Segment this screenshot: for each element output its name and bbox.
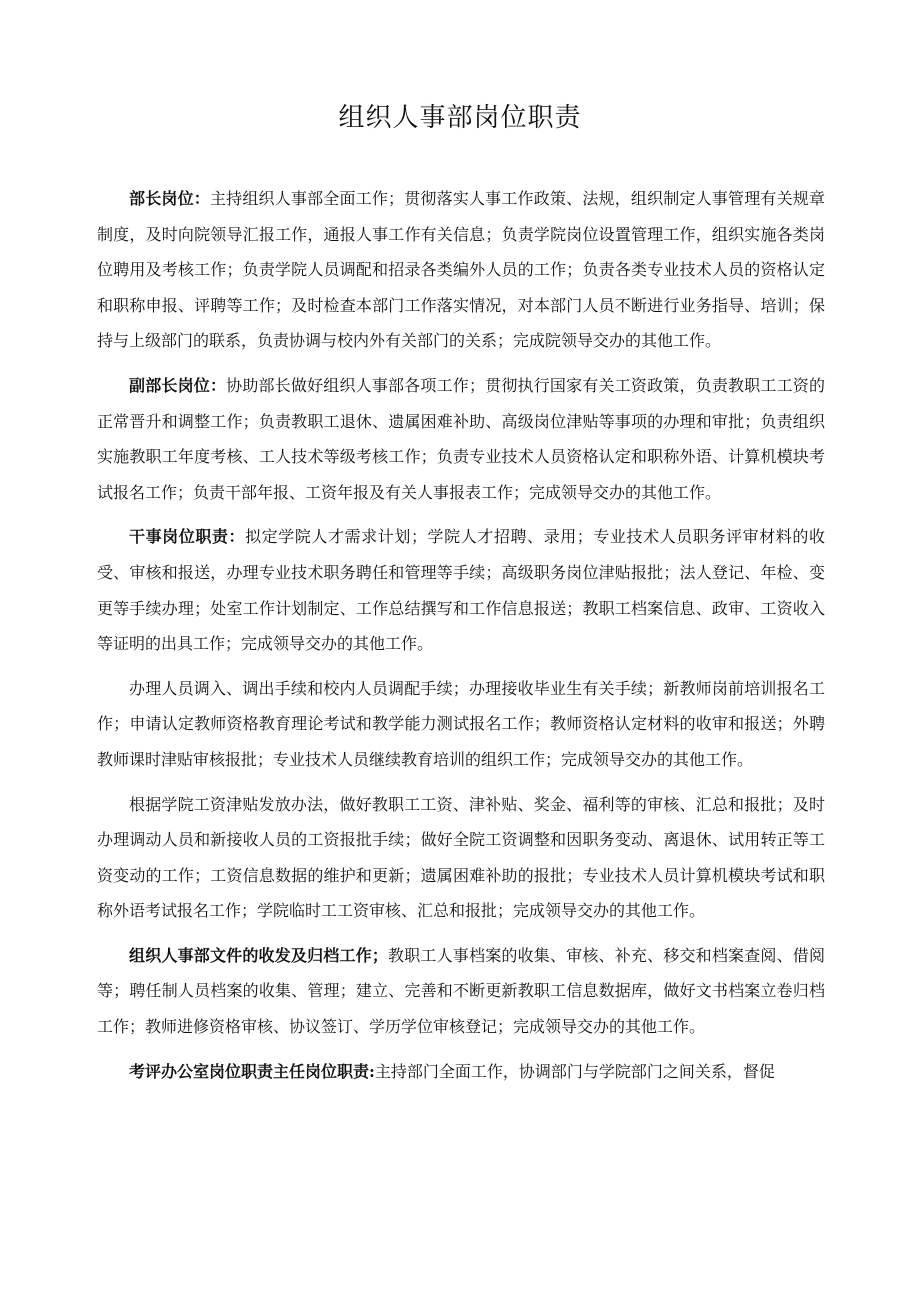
paragraph-staff-officer — [97, 519, 825, 661]
paragraph-evaluation-office — [97, 1054, 825, 1090]
paragraph-deputy-director — [97, 368, 825, 510]
document-body — [97, 181, 825, 1098]
paragraph-text: 根据学院工资津贴发放办法，做好教职工工资、津补贴、奖金、福利等的审核、汇总和报批；及时办理调动人员和新接收人员的工资报批手续；做好全院工资调整和因职务变动、离退休、试用转正等工资变动的工作；工资信息数据的维护和更新；遗属困难补助的报批；专业技术人员计算机模块考试和职称外语考试报名工作；学院临时工工资审核、汇总和报批；完成领导交办的其他工作。 — [97, 794, 825, 921]
paragraph-text: 协助部长做好组织人事部各项工作；贯彻执行国家有关工资政策，负责教职工工资的正常晋升和调整工作；负责教职工退休、遗属困难补助、高级岗位津贴等事项的办理和审批；负责组织实施教职工年度考核、工人技术等级考核工作；负责专业技术人员资格认定和职称外语、计算机模块考试报名工作；负责干部年报、工资年报及有关人事报表工作；完成领导交办的其他工作。 — [97, 375, 825, 502]
page-title: 组织人事部岗位职责 — [338, 103, 582, 133]
paragraph-text: 办理人员调入、调出手续和校内人员调配手续；办理接收毕业生有关手续；新教师岗前培训报名工作；申请认定教师资格教育理论考试和教学能力测试报名工作；教师资格认定材料的收审和报送；外聘教师课时津贴审核报批；专业技术人员继续教育培训的组织工作；完成领导交办的其他工作。 — [97, 678, 825, 769]
paragraph-lead: 组织人事部文件的收发及归档工作； — [129, 945, 388, 965]
paragraph-text: 主持组织人事部全面工作；贯彻落实人事工作政策、法规，组织制定人事管理有关规章制度，及时向院领导汇报工作，通报人事工作有关信息；负责学院岗位设置管理工作，组织实施各类岗位聘用及考核工作；负责学院人员调配和招录各类编外人员的工作；负责各类专业技术人员的资格认定和职称申报、评聘等工作；及时检查本部门工作落实情况，对本部门人员不断进行业务指导、培训；保持与上级部门的联系，负责协调与校内外有关部门的关系；完成院领导交办的其他工作。 — [97, 189, 825, 351]
paragraph-text: 教职工人事档案的收集、审核、补充、移交和档案查阅、借阅等；聘任制人员档案的收集、管理；建立、完善和不断更新教职工信息数据库，做好文书档案立卷归档工作；教师进修资格审核、协议签订、学历学位审核登记；完成领导交办的其他工作。 — [97, 945, 825, 1037]
paragraph-text: 拟定学院人才需求计划；学院人才招聘、录用；专业技术人员职务评审材料的收受、审核和报送，办理专业技术职务聘任和管理等手续；高级职务岗位津贴报批；法人登记、年检、变更等手续办理；处室工作计划制定、工作总结撰写和工作信息报送；教职工档案信息、政审、工资收入等证明的出具工作；完成领导交办的其他工作。 — [97, 527, 825, 654]
paragraph-lead: 副部长岗位： — [129, 375, 227, 395]
paragraph-archives — [97, 938, 825, 1045]
paragraph-salary — [97, 787, 825, 929]
paragraph-director — [97, 181, 825, 359]
paragraph-text: 主持部门全面工作，协调部门与学院部门之间关系，督促 — [374, 1061, 775, 1081]
paragraph-lead: 干事岗位职责： — [129, 527, 246, 547]
paragraph-personnel-transfer — [97, 671, 825, 778]
paragraph-lead: 部长岗位： — [129, 189, 210, 208]
paragraph-lead: 考评办公室岗位职责主任岗位职责: — [129, 1061, 375, 1081]
